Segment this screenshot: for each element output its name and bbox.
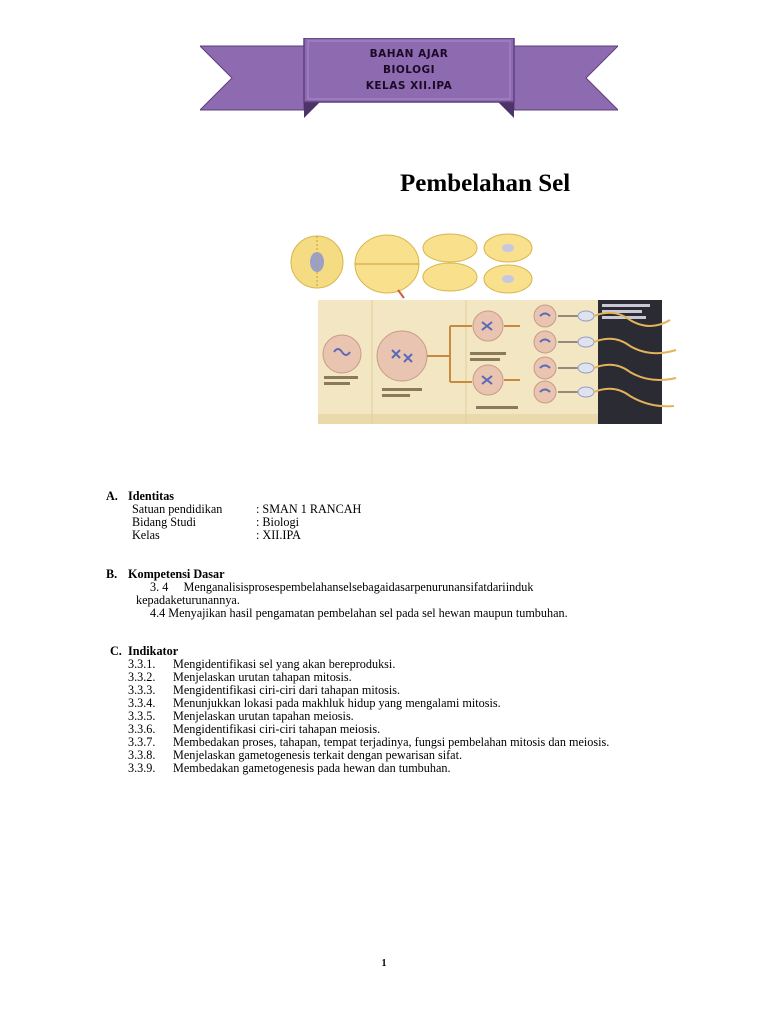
indicator-text: Menjelaskan urutan tahapan mitosis. [173, 670, 352, 684]
banner-line-2: BIOLOGI [382, 64, 436, 76]
kd-3-4-continuation: kepadaketurunannya. [136, 593, 240, 607]
identity-label: Satuan pendidikan [132, 502, 223, 516]
indicator-number: 3.3.1. [128, 657, 156, 671]
identity-value: : SMAN 1 RANCAH [256, 502, 362, 516]
section-a-letter: A. [106, 489, 118, 503]
kd-3-4-number: 3. 4 [150, 580, 169, 594]
indicator-text: Mengidentifikasi sel yang akan bereproduksi. [173, 657, 396, 671]
kd-4-4: 4.4 Menyajikan hasil pengamatan pembelahan sel pada sel hewan maupun tumbuhan. [150, 606, 568, 620]
identity-value: : XII.IPA [256, 528, 301, 542]
spermatogenesis-panel [318, 300, 598, 424]
identity-label: Bidang Studi [132, 515, 196, 529]
indicator-text: Mengidentifikasi ciri-ciri dari tahapan mitosis. [173, 683, 401, 697]
page-number: 1 [381, 958, 387, 969]
section-c-title: Indikator [128, 644, 179, 658]
indicator-number: 3.3.2. [128, 670, 156, 684]
indicator-number: 3.3.3. [128, 683, 156, 697]
indicator-text: Mengidentifikasi ciri-ciri tahapan meiosis. [173, 722, 381, 736]
cell-division-figure [290, 232, 690, 428]
identity-label: Kelas [132, 528, 160, 542]
indicator-number: 3.3.4. [128, 696, 156, 710]
indicator-number: 3.3.7. [128, 735, 156, 749]
indicator-text: Menunjukkan lokasi pada makhluk hidup yang mengalami mitosis. [173, 696, 501, 710]
indicator-text: Membedakan proses, tahapan, tempat terjadinya, fungsi pembelahan mitosis dan meiosis. [173, 735, 610, 749]
cleavage-cells [291, 234, 532, 298]
kd-3-4-text: Menganalisisprosespembelahanselsebagaidasarpenurunansifatdariinduk [183, 580, 534, 594]
indicator-item [128, 762, 609, 775]
indicator-text: Membedakan gametogenesis pada hewan dan tumbuhan. [173, 761, 451, 775]
identity-row [132, 516, 361, 529]
indicator-number: 3.3.5. [128, 709, 156, 723]
section-b-title: Kompetensi Dasar [128, 567, 225, 581]
section-identitas [106, 490, 361, 542]
banner-text [305, 46, 513, 94]
indicator-number: 3.3.6. [128, 722, 156, 736]
banner-line-1: BAHAN AJAR [369, 48, 449, 60]
section-indikator [110, 645, 609, 775]
section-c-letter: C. [110, 644, 122, 658]
section-a-title: Identitas [128, 489, 175, 503]
indicator-number: 3.3.9. [128, 761, 156, 775]
indicator-text: Menjelaskan urutan tapahan meiosis. [173, 709, 354, 723]
indicator-text: Menjelaskan gametogenesis terkait dengan pewarisan sifat. [173, 748, 463, 762]
section-b-letter: B. [106, 567, 118, 581]
indicator-number: 3.3.8. [128, 748, 156, 762]
banner-line-3: KELAS XII.IPA [365, 80, 453, 92]
section-kompetensi-dasar [106, 568, 568, 620]
identity-value: : Biologi [256, 515, 300, 529]
identity-row [132, 529, 361, 542]
page-title: Pembelahan Sel [400, 170, 571, 197]
